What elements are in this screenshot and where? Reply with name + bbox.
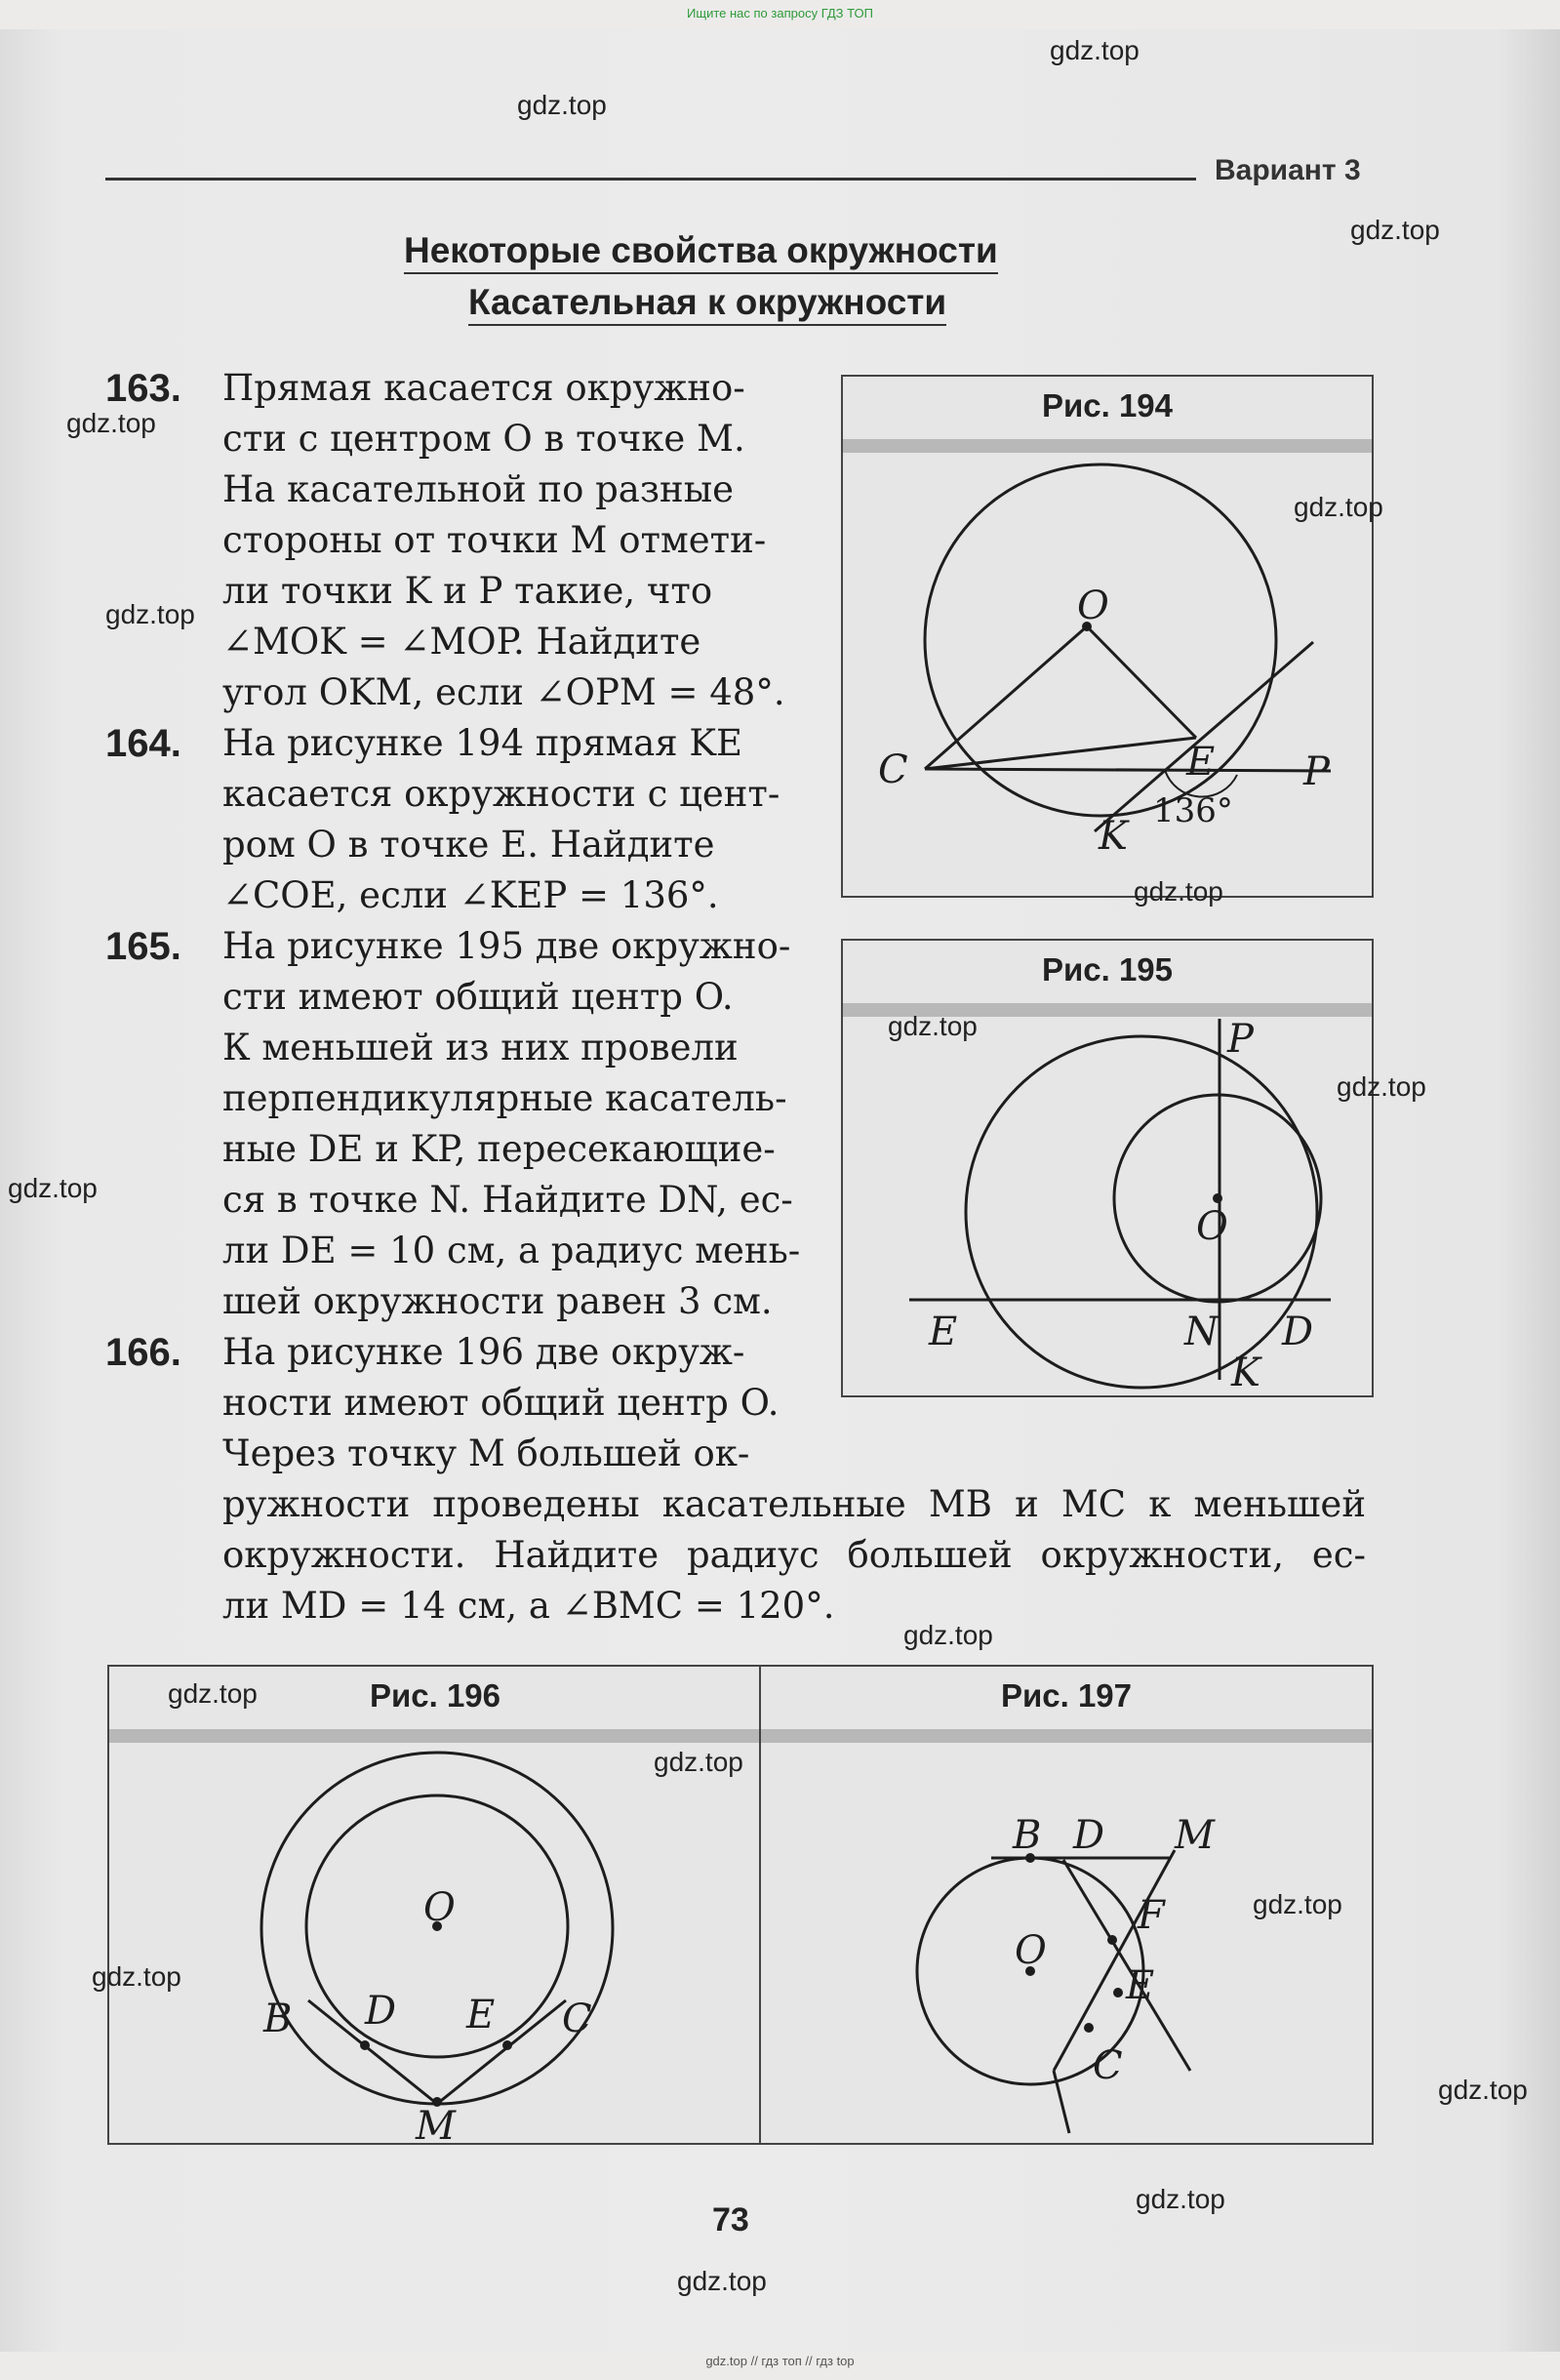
radius-oe xyxy=(1087,626,1196,738)
watermark: gdz.top xyxy=(1253,1889,1342,1919)
figure-caption: Рис. 196 xyxy=(369,1677,501,1714)
problem-number-166: 166. xyxy=(105,1331,181,1374)
figure-caption: Рис. 195 xyxy=(1041,951,1174,988)
label-n: N xyxy=(1184,1310,1219,1354)
label-k: K xyxy=(1231,1351,1260,1395)
problem-number-165: 165. xyxy=(105,925,181,968)
figure-194-drawing xyxy=(843,453,1372,896)
label-d: D xyxy=(365,1989,397,2034)
text-line: На касательной по разные xyxy=(222,468,735,510)
text-line: стороны от точки M отмети- xyxy=(222,519,767,561)
point-e xyxy=(502,2040,512,2050)
text-line: ром O в точке E. Найдите xyxy=(222,824,715,866)
watermark: gdz.top xyxy=(92,1961,181,1992)
tangent-mc xyxy=(1054,1850,1175,2071)
watermark: gdz.top xyxy=(517,90,607,120)
point-f xyxy=(1107,1935,1117,1945)
figure-194 xyxy=(841,375,1374,898)
text-line: ся в точке N. Найдите DN, ес- xyxy=(222,1179,793,1221)
watermark: gdz.top xyxy=(1134,876,1223,907)
watermark: gdz.top xyxy=(1136,2184,1225,2214)
watermark: gdz.top xyxy=(105,599,195,629)
text-line: ли MD = 14 см, а ∠BMC = 120°. xyxy=(222,1585,835,1627)
label-p: P xyxy=(1303,749,1330,794)
figure-caption: Рис. 197 xyxy=(1000,1677,1133,1714)
text-line: сти с центром O в точке M. xyxy=(222,418,745,460)
watermark: gdz.top xyxy=(1350,215,1440,245)
watermark: gdz.top xyxy=(1294,492,1383,522)
problem-number-163: 163. xyxy=(105,367,181,410)
text-line: ные DE и KP, пересекающие- xyxy=(222,1128,776,1170)
caption-band xyxy=(843,439,1372,453)
label-b: B xyxy=(1013,1813,1042,1858)
figure-195-drawing xyxy=(843,1017,1372,1395)
label-p: P xyxy=(1227,1017,1254,1062)
label-o: O xyxy=(423,1885,456,1930)
section-heading-1: Некоторые свойства окружности xyxy=(404,230,998,274)
text-line: шей окружности равен 3 см. xyxy=(222,1280,773,1322)
text-line: ∠MOK = ∠MOP. Найдите xyxy=(222,621,701,663)
watermark: gdz.top xyxy=(677,2266,767,2296)
figure-197-drawing xyxy=(761,1743,1372,2143)
point-e xyxy=(1113,1988,1123,1997)
label-c: C xyxy=(562,1997,592,2041)
watermark: gdz.top xyxy=(903,1620,993,1650)
watermark: gdz.top xyxy=(1438,2075,1528,2105)
text-line: ∠COE, если ∠KEP = 136°. xyxy=(222,874,719,916)
text-line: окружности. Найдите радиус большей окружности, ес- xyxy=(222,1534,1366,1576)
text-line: перпендикулярные касатель- xyxy=(222,1077,787,1119)
text-line: Прямая касается окружно- xyxy=(222,367,745,409)
variant-header: Вариант 3 xyxy=(1215,154,1361,186)
text-line: На рисунке 195 две окружно- xyxy=(222,925,791,967)
top-notice: Ищите нас по запросу ГДЗ ТОП xyxy=(687,6,873,20)
watermark: gdz.top xyxy=(654,1747,743,1777)
problem-text-166 xyxy=(222,1327,820,1479)
text-line: касается окружности с цент- xyxy=(222,773,780,815)
label-e: E xyxy=(929,1310,958,1354)
label-d: D xyxy=(1073,1813,1105,1858)
text-line: ности имеют общий центр O. xyxy=(222,1382,780,1424)
problem-text-164 xyxy=(222,718,820,921)
label-o: O xyxy=(1077,584,1109,628)
text-line: На рисунке 194 прямая KE xyxy=(222,722,743,764)
tangent-mc xyxy=(437,2000,566,2104)
text-line: К меньшей из них провели xyxy=(222,1027,739,1069)
text-line: сти имеют общий центр O. xyxy=(222,976,734,1018)
label-d: D xyxy=(1282,1310,1314,1354)
page-number: 73 xyxy=(712,2201,749,2239)
watermark: gdz.top xyxy=(168,1678,258,1709)
point-d xyxy=(360,2040,370,2050)
caption-band xyxy=(761,1729,1372,1743)
problem-number-164: 164. xyxy=(105,722,181,765)
label-b: B xyxy=(263,1997,293,2041)
label-e: E xyxy=(1126,1963,1155,2008)
bottom-notice: gdz.top // гдз топ // гдз top xyxy=(705,2354,855,2368)
watermark: gdz.top xyxy=(1050,35,1140,65)
point-c xyxy=(1084,2023,1094,2033)
text-line: ли DE = 10 см, а радиус мень- xyxy=(222,1230,801,1271)
watermark: gdz.top xyxy=(8,1173,98,1203)
point-o xyxy=(1213,1193,1222,1203)
watermark: gdz.top xyxy=(1337,1071,1426,1102)
text-line: угол OKM, если ∠OPM = 48°. xyxy=(222,671,785,713)
label-m: M xyxy=(1175,1813,1215,1858)
label-k: K xyxy=(1099,814,1128,859)
figure-196-drawing xyxy=(109,1743,761,2143)
text-line: На рисунке 196 две окруж- xyxy=(222,1331,745,1373)
text-line: ли точки K и P такие, что xyxy=(222,570,713,612)
watermark: gdz.top xyxy=(66,408,156,438)
label-e: E xyxy=(466,1993,496,2037)
header-rule xyxy=(105,178,1196,181)
figure-195 xyxy=(841,939,1374,1397)
label-c: C xyxy=(878,747,908,792)
label-angle-136: 136° xyxy=(1153,791,1233,830)
label-o: O xyxy=(1196,1204,1228,1249)
radius-oc xyxy=(925,626,1087,769)
problem-text-166-wide xyxy=(222,1479,1366,1632)
problem-text-163 xyxy=(222,363,820,718)
text-line: Через точку M большей ок- xyxy=(222,1432,750,1474)
label-e: E xyxy=(1186,740,1216,785)
figure-196 xyxy=(107,1665,763,2145)
watermark: gdz.top xyxy=(888,1011,978,1041)
outer-circle xyxy=(966,1036,1317,1388)
label-o: O xyxy=(1015,1928,1047,1973)
text-line: ружности проведены касательные MB и MC к меньшей xyxy=(222,1483,1366,1525)
figure-caption: Рис. 194 xyxy=(1041,387,1174,424)
line-cp xyxy=(925,769,1331,771)
label-f: F xyxy=(1138,1893,1165,1938)
caption-band xyxy=(109,1729,761,1743)
label-m: M xyxy=(416,2104,456,2143)
section-heading-2: Касательная к окружности xyxy=(468,282,946,326)
problem-text-165 xyxy=(222,921,820,1327)
label-c: C xyxy=(1093,2043,1123,2088)
